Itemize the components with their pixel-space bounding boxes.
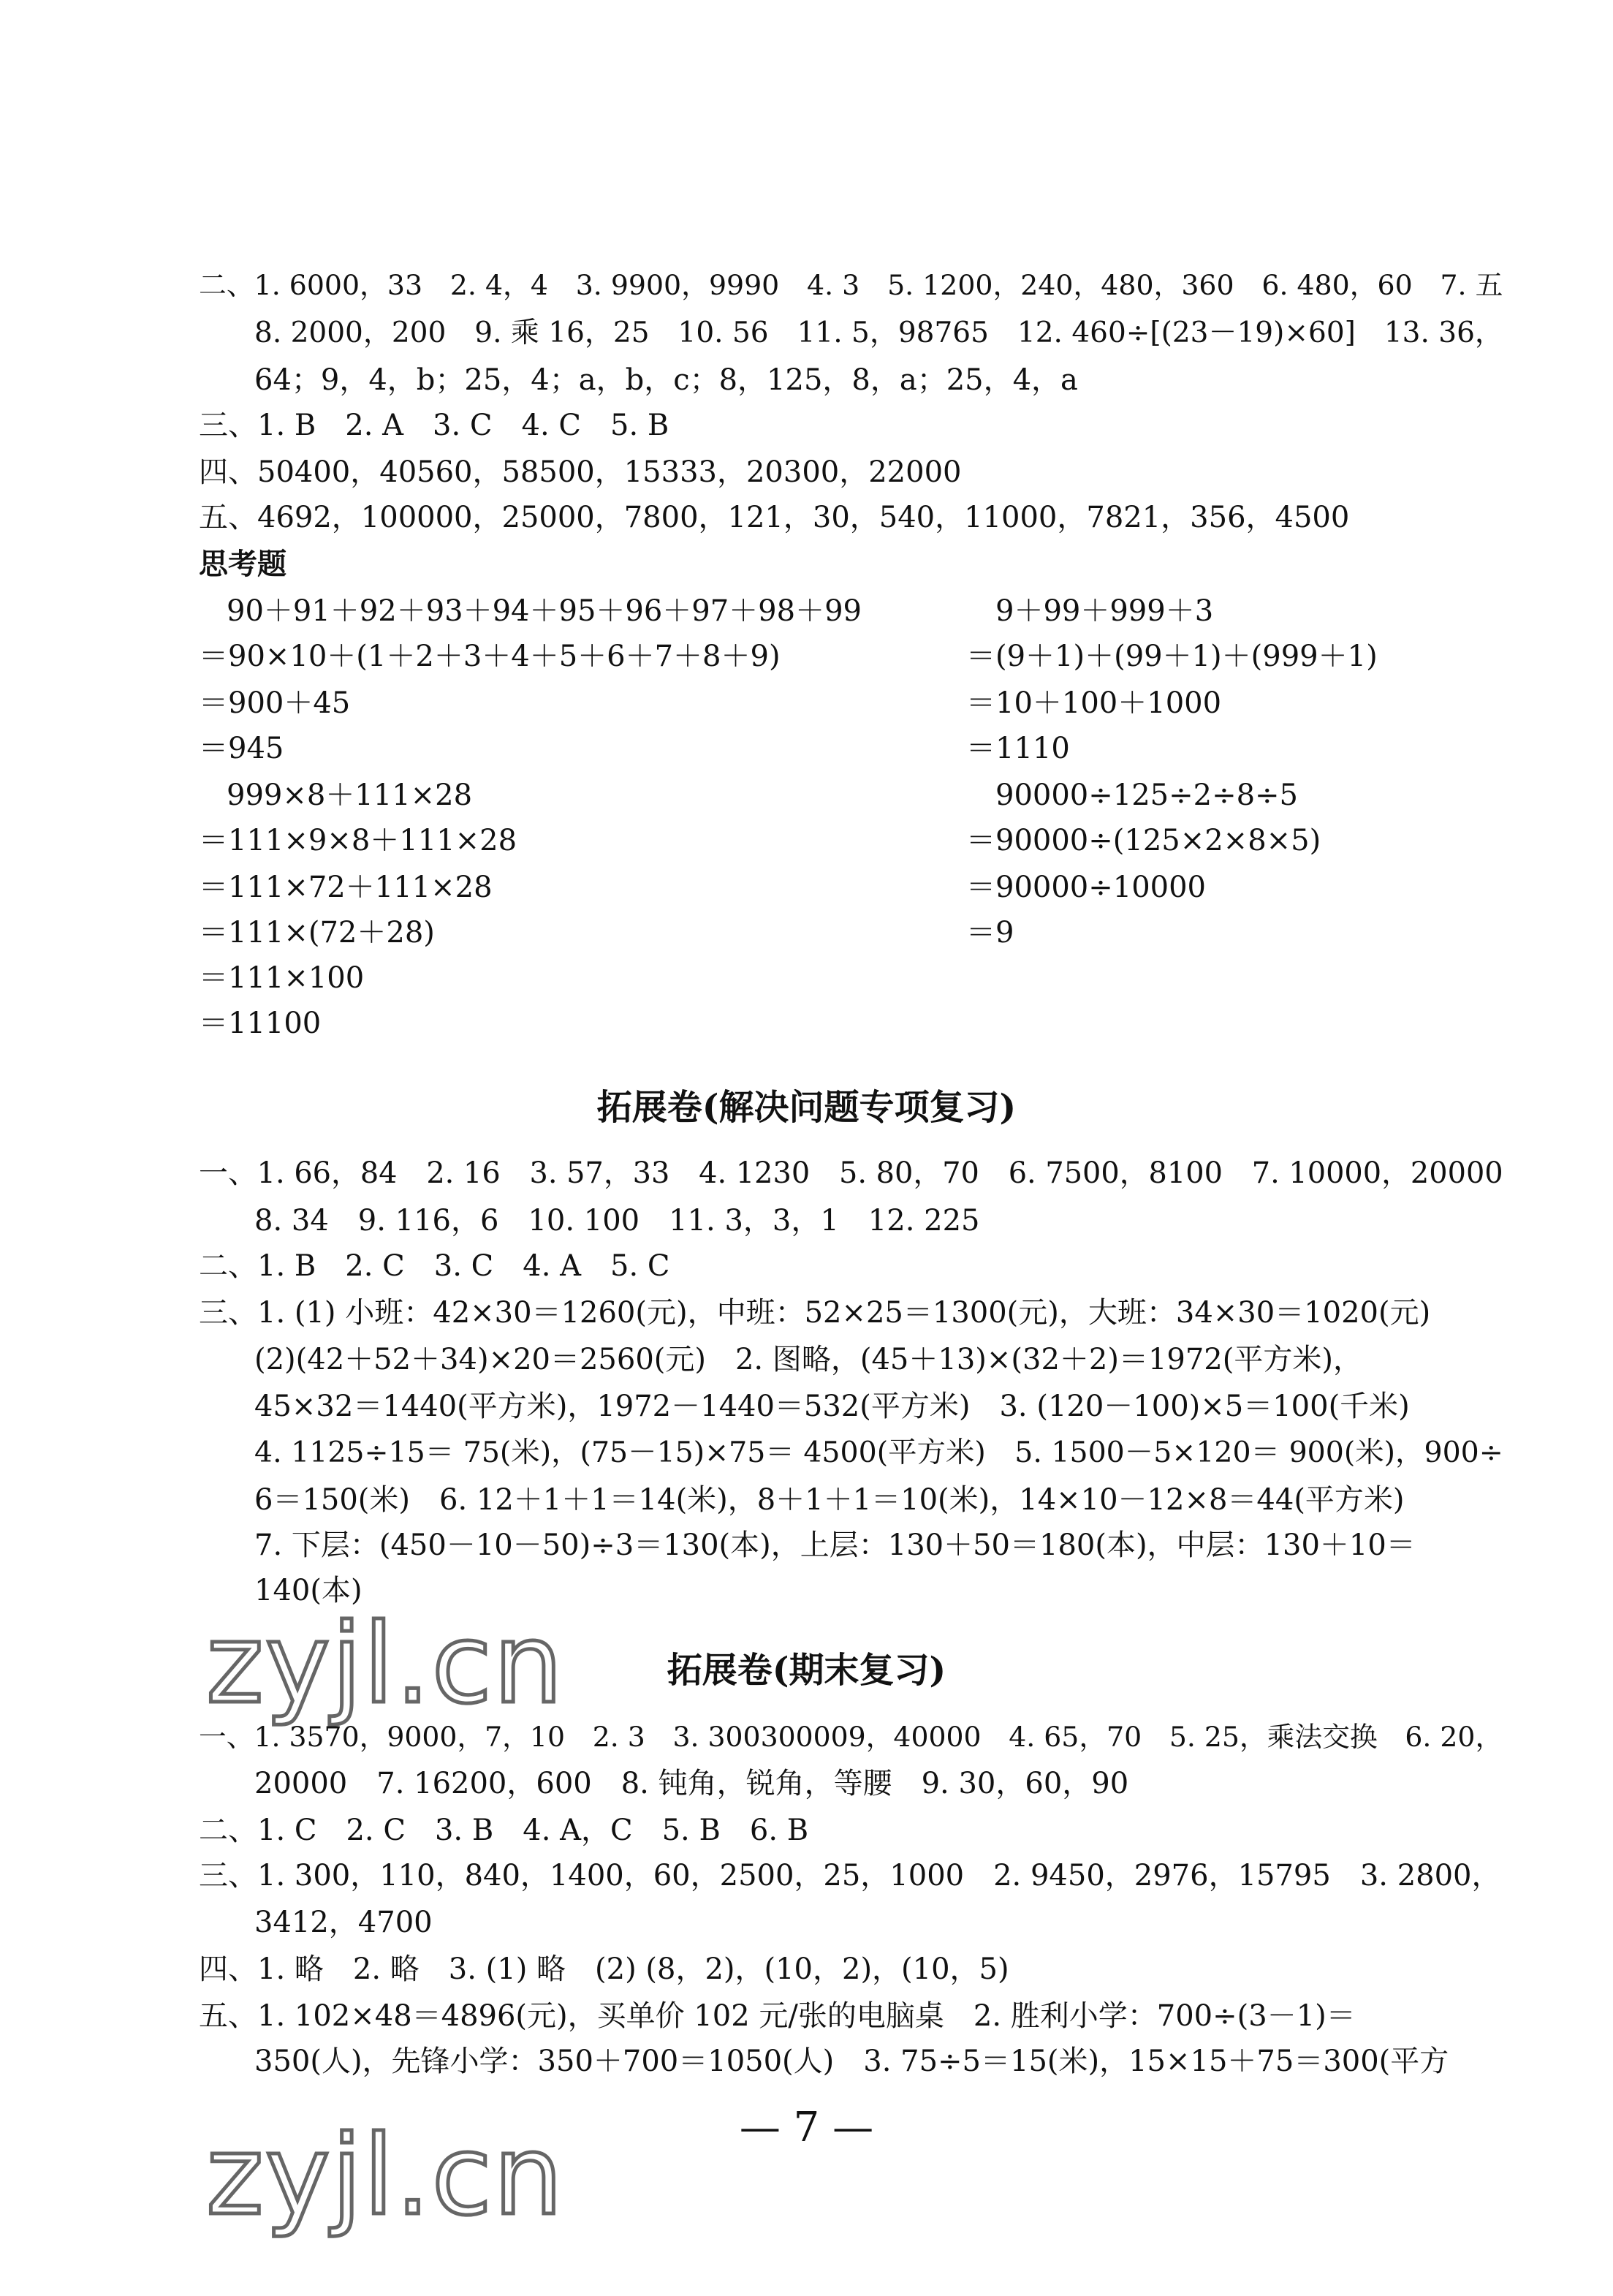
sec1-line-4: 三、1. (1) 小班：42×30＝1260(元)，中班：52×25＝1300(元)，大班：34×30＝1020(元)	[199, 1296, 1431, 1330]
sec2-line-7: 五、1. 102×48＝4896(元)，买单价 102 元/张的电脑桌 2. 胜利小学：700÷(3－1)＝	[199, 1999, 1356, 2033]
calc-left-6: ＝111×9×8＋111×28	[199, 824, 517, 857]
page-number: — 7 —	[739, 2104, 874, 2151]
sec2-line-3: 二、1. C 2. C 3. B 4. A，C 5. B 6. B	[199, 1814, 809, 1847]
thinking-question-label: 思考题	[199, 547, 286, 581]
calc-left-2: ＝90×10＋(1＋2＋3＋4＋5＋6＋7＋8＋9)	[199, 640, 781, 673]
watermark-logo-bottom: zyjl.cn	[206, 2113, 565, 2240]
calc-left-5: 999×8＋111×28	[227, 778, 473, 812]
sec1-line-6: 45×32＝1440(平方米)，1972－1440＝532(平方米) 3. (120－100)×5＝100(千米)	[254, 1390, 1410, 1423]
calc-left-4: ＝945	[199, 732, 284, 765]
answer-line-5: 四、50400，40560，58500，15333，20300，22000	[199, 455, 962, 489]
answer-line-3: 64；9，4，b；25，4；a，b，c；8，125，8，a；25，4，a	[254, 363, 1078, 397]
answer-line-6: 五、4692，100000，25000，7800，121，30，540，11000，7821，356，4500	[199, 501, 1350, 534]
section-heading-final-review: 拓展卷(期末复习)	[667, 1650, 946, 1691]
calc-left-3: ＝900＋45	[199, 686, 351, 720]
sec1-line-10: 140(本)	[254, 1574, 363, 1607]
calc-right-8: ＝9	[966, 916, 1014, 950]
calc-left-1: 90＋91＋92＋93＋94＋95＋96＋97＋98＋99	[227, 594, 862, 628]
sec2-line-4: 三、1. 300，110，840，1400，60，2500，25，1000 2. 9450，2976，15795 3. 2800，	[199, 1859, 1501, 1893]
answer-line-1: 二、1. 6000，33 2. 4，4 3. 9900，9990 4. 3 5. 1200，240，480，360 6. 480，60 7. 五	[199, 269, 1503, 301]
sec1-line-1: 一、1. 66，84 2. 16 3. 57，33 4. 1230 5. 80，70 6. 7500，8100 7. 10000，20000	[199, 1156, 1503, 1190]
calc-right-3: ＝10＋100＋1000	[966, 686, 1222, 720]
calc-left-8: ＝111×(72＋28)	[199, 916, 435, 950]
answer-line-4: 三、1. B 2. A 3. C 4. C 5. B	[199, 409, 669, 442]
sec2-line-8: 350(人)，先锋小学：350＋700＝1050(人) 3. 75÷5＝15(米)，15×15＋75＝300(平方	[254, 2045, 1449, 2078]
sec2-line-6: 四、1. 略 2. 略 3. (1) 略 (2) (8，2)，(10，2)，(10，5)	[199, 1952, 1009, 1986]
section-heading-problem-solving: 拓展卷(解决问题专项复习)	[596, 1087, 1017, 1128]
calc-right-2: ＝(9＋1)＋(99＋1)＋(999＋1)	[966, 640, 1378, 673]
sec2-line-2: 20000 7. 16200，600 8. 钝角，锐角，等腰 9. 30，60，90	[254, 1767, 1129, 1800]
answer-line-2: 8. 2000，200 9. 乘 16，25 10. 56 11. 5，98765 12. 460÷[(23－19)×60] 13. 36，	[254, 317, 1503, 349]
calc-right-4: ＝1110	[966, 732, 1070, 765]
sec1-line-3: 二、1. B 2. C 3. C 4. A 5. C	[199, 1249, 670, 1283]
watermark-logo: zyjl.cn	[206, 1601, 565, 1728]
sec2-line-5: 3412，4700	[254, 1906, 433, 1939]
calc-left-7: ＝111×72＋111×28	[199, 871, 493, 904]
calc-left-10: ＝11100	[199, 1007, 322, 1040]
sec1-line-7: 4. 1125÷15＝ 75(米)，(75－15)×75＝ 4500(平方米) 5. 1500－5×120＝ 900(米)，900÷	[254, 1436, 1503, 1469]
sec2-line-1: 一、1. 3570，9000，7，10 2. 3 3. 300300009，40000 4. 65，70 5. 25，乘法交换 6. 20，	[199, 1721, 1503, 1753]
sec1-line-9: 7. 下层：(450－10－50)÷3＝130(本)，上层：130＋50＝180(本)，中层：130＋10＝	[254, 1528, 1416, 1562]
sec1-line-5: (2)(42＋52＋34)×20＝2560(元) 2. 图略，(45＋13)×(32＋2)＝1972(平方米)，	[254, 1343, 1362, 1376]
calc-right-5: 90000÷125÷2÷8÷5	[995, 778, 1299, 812]
sec1-line-2: 8. 34 9. 116，6 10. 100 11. 3，3，1 12. 225	[254, 1204, 980, 1238]
sec1-line-8: 6＝150(米) 6. 12＋1＋1＝14(米)，8＋1＋1＝10(米)，14×10－12×8＝44(平方米)	[254, 1483, 1405, 1517]
calc-right-1: 9＋99＋999＋3	[995, 594, 1214, 628]
calc-right-7: ＝90000÷10000	[966, 871, 1207, 904]
calc-right-6: ＝90000÷(125×2×8×5)	[966, 824, 1321, 857]
calc-left-9: ＝111×100	[199, 961, 365, 995]
